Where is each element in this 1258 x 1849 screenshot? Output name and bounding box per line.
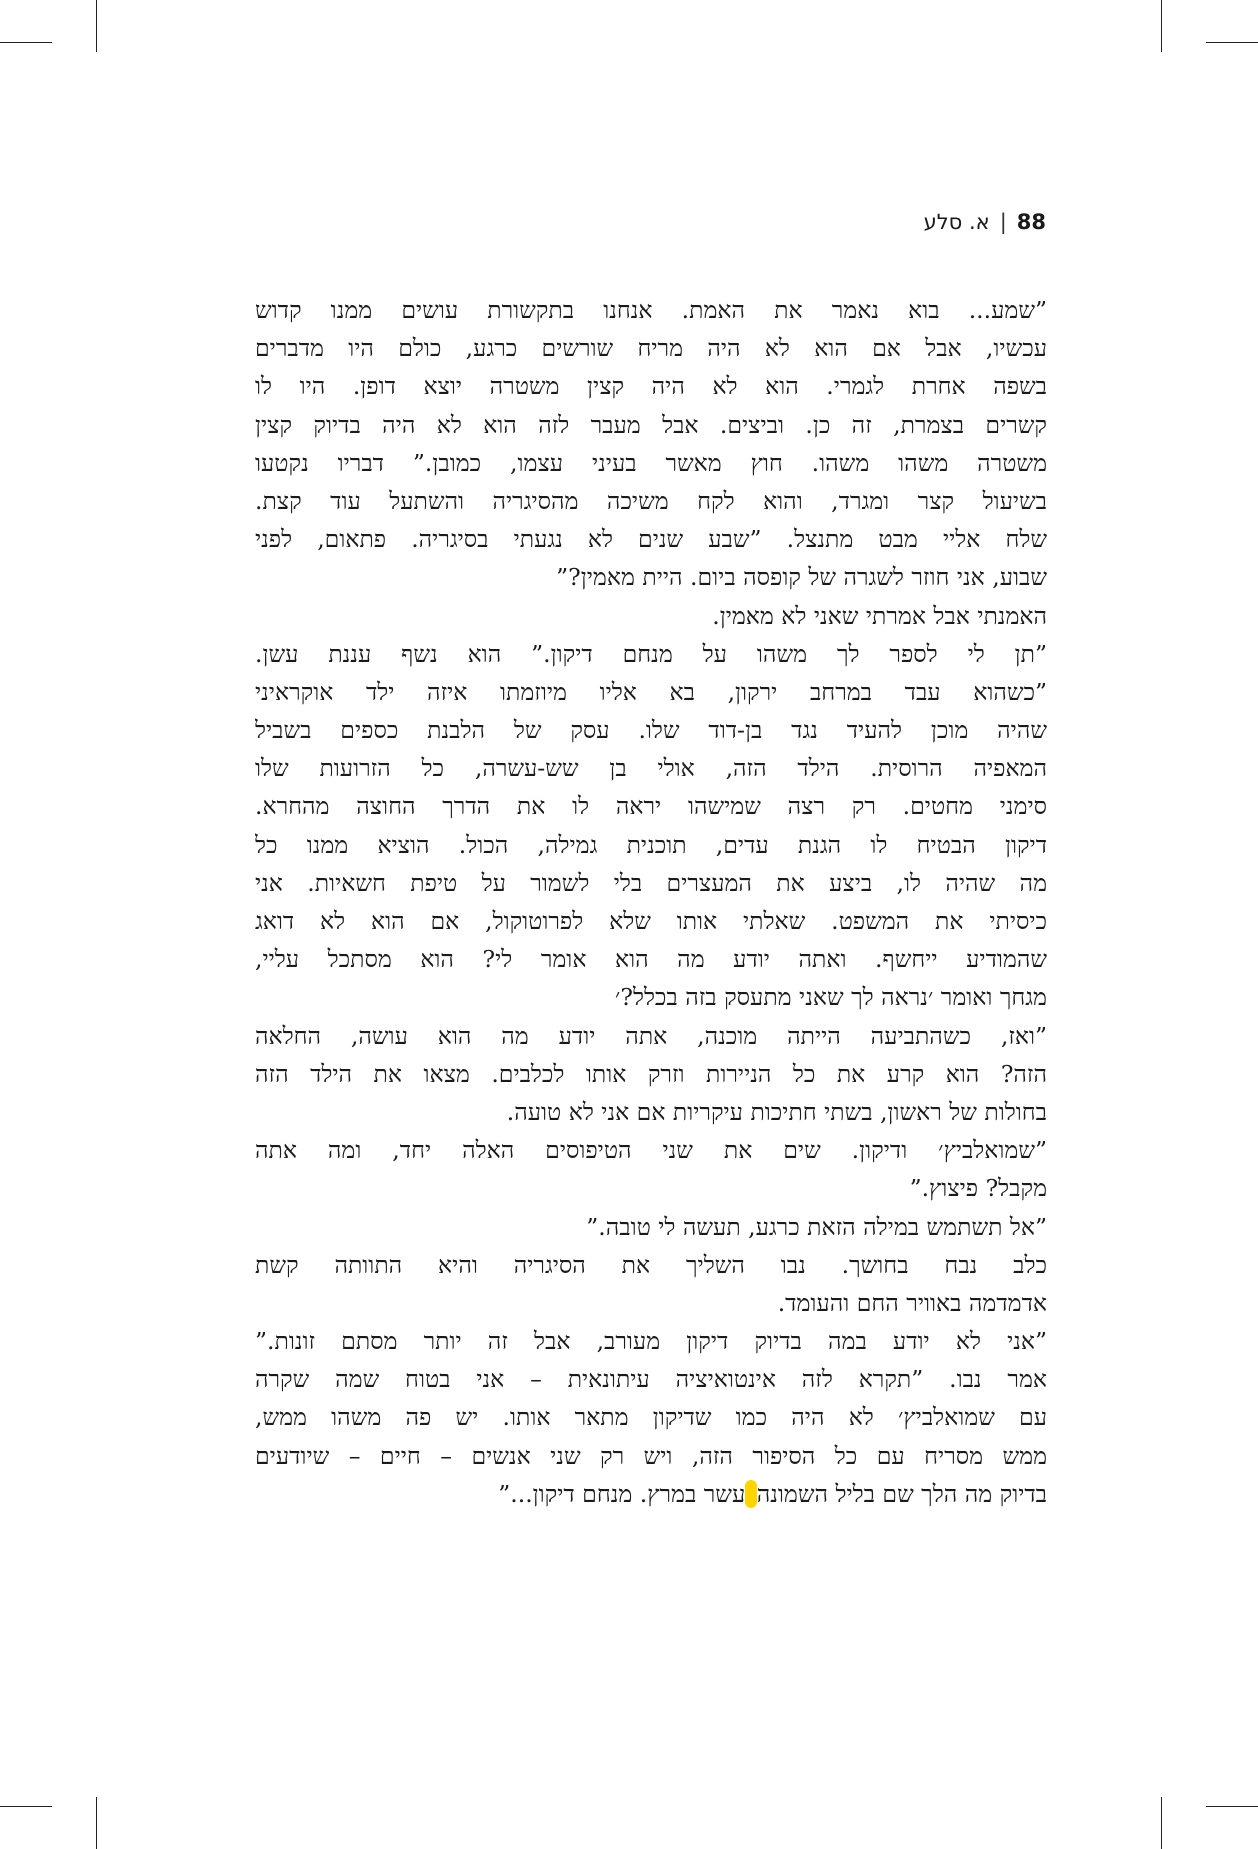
text-line: האמנתי אבל אמרתי שאני לא מאמין. (712, 601, 1047, 630)
author-name: א. סלע (923, 210, 990, 234)
text-highlight[interactable] (745, 1480, 756, 1508)
text-line: ”אני לא יודע במה בדיוק דיקון מעורב, אבל זה יותר מסתם זונות.” (255, 1327, 1047, 1356)
crop-mark-top-left-v (96, 0, 97, 52)
text-line: בשפה אחרת לגמרי. הוא לא היה קצין משטרה יוצא דופן. היו לו (255, 372, 1047, 401)
crop-mark-bottom-right-v (1161, 1797, 1162, 1849)
final-line-before: בדיוק מה הלך שם בליל השמונה (756, 1479, 1047, 1508)
text-line: קשרים בצמרת, זה כן. וביצים. אבל מעבר לזה הוא לא היה בדיוק קצין (255, 410, 1047, 439)
text-line: שהמודיע ייחשף. ואתה יודע מה הוא אומר לי? הוא מסתכל עליי, (255, 945, 1047, 974)
header-separator: | (999, 210, 1007, 234)
text-line: ”שמע... בוא נאמר את האמת. אנחנו בתקשורת עושים ממנו קדוש (255, 296, 1047, 324)
final-line-after: עשר במרץ. מנחם דיקון...” (498, 1479, 746, 1508)
page-number: 88 (1016, 210, 1046, 234)
text-line: מה שהיה לו, ביצע את המעצרים בלי לשמור על טיפת חשאיות. אני (255, 868, 1047, 897)
text-line: מקבל? פיצוץ.” (909, 1174, 1047, 1203)
text-line: משטרה משהו משהו. חוץ מאשר בעיני עצמו, כמובן.” דבריו נקטעו (255, 448, 1047, 477)
text-line: ממש מסריח עם כל הסיפור הזה, ויש רק שני אנשים – חיים – שיודעים (255, 1441, 1047, 1470)
text-line: ”שמואלביץ׳ ודיקון. שים את שני הטיפוסים האלה יחד, ומה אתה (255, 1136, 1047, 1165)
crop-mark-top-right-h (1206, 42, 1258, 43)
text-line: בשיעול קצר ומגרד, והוא לקח משיכה מהסיגריה והשתעל עוד קצת. (255, 486, 1047, 515)
text-line: ”אל תשתמש במילה הזאת כרגע, תעשה לי טובה.” (586, 1212, 1047, 1241)
text-line-final (255, 1475, 1047, 1513)
text-line: דיקון הבטיח לו הגנת עדים, תוכנית גמילה, הכול. הוציא ממנו כל (255, 830, 1047, 859)
text-line: הזה? הוא קרע את כל הניירות וזרק אותו לכלבים. מצאו את הילד הזה (255, 1059, 1047, 1088)
text-line: ”כשהוא עבד במרחב ירקון, בא אליו מיוזמתו איזה ילד אוקראיני (255, 677, 1047, 706)
text-line: ”תן לי לספר לך משהו על מנחם דיקון.” הוא נשף עננת עשן. (255, 639, 1047, 668)
crop-mark-bottom-left-v (96, 1797, 97, 1849)
text-line: כיסיתי את המשפט. שאלתי אותו שלא לפרוטוקול, אם הוא לא דואג (255, 907, 1047, 935)
text-line: ”ואז, כשהתביעה הייתה מוכנה, אתה יודע מה הוא עושה, החלאה (255, 1021, 1047, 1050)
text-line: אמר נבו. ”תקרא לזה אינטואיציה עיתונאית – אני בטוח שמה שקרה (255, 1365, 1047, 1394)
text-line: בחולות של ראשון, בשתי חתיכות עיקריות אם אני לא טועה. (506, 1097, 1047, 1126)
crop-mark-top-left-h (0, 42, 52, 43)
text-line: מגחך ואומר ׳נראה לך שאני מתעסק בזה בכלל?׳ (614, 983, 1047, 1012)
text-line: עכשיו, אבל אם הוא לא היה מריח שורשים כרגע, כולם היו מדברים (255, 334, 1047, 363)
running-header (924, 210, 1046, 234)
text-line: סימני מחטים. רק רצה שמישהו יראה לו את הדרך החוצה מהחרא. (255, 792, 1047, 821)
text-line: שהיה מוכן להעיד נגד בן-דוד שלו. עסק של הלבנת כספים בשביל (255, 716, 1047, 745)
body-text (255, 291, 1047, 1513)
crop-mark-bottom-left-h (0, 1806, 52, 1807)
text-line: כלב נבח בחושך. נבו השליך את הסיגריה והיא התוותה קשת (255, 1250, 1047, 1279)
text-line: אדמדמה באוויר החם והעומד. (777, 1288, 1047, 1317)
text-line: המאפיה הרוסית. הילד הזה, אולי בן שש-עשרה, כל הזרועות שלו (255, 754, 1047, 783)
text-line: שבוע, אני חוזר לשגרה של קופסה ביום. היית מאמין?” (556, 563, 1047, 592)
text-line: שלח אליי מבט מתנצל. ”שבע שנים לא נגעתי בסיגריה. פתאום, לפני (255, 525, 1047, 554)
crop-mark-bottom-right-h (1206, 1806, 1258, 1807)
text-line: עם שמואלביץ׳ לא היה כמו שדיקון מתאר אותו. יש פה משהו ממש, (255, 1403, 1047, 1432)
crop-mark-top-right-v (1161, 0, 1162, 52)
